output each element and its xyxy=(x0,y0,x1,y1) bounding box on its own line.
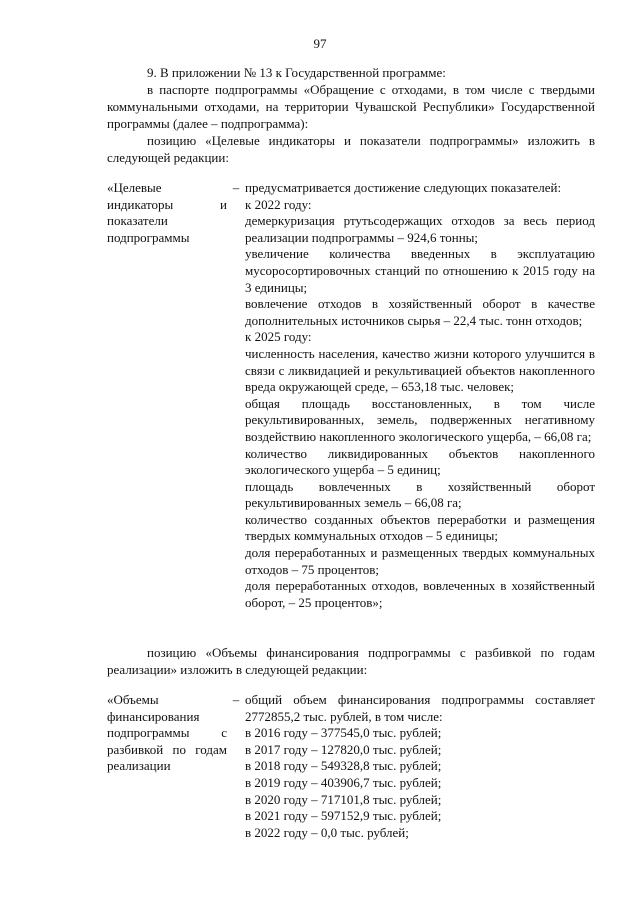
targets-label: «Целевые индикаторы и показатели подпрограммы xyxy=(107,180,227,245)
block2-item: в 2020 году – 717101,8 тыс. рублей; xyxy=(245,791,442,807)
block1-item: предусматривается достижение следующих показателей: xyxy=(245,180,562,195)
page-number: 97 xyxy=(313,36,327,51)
block2-item: в 2022 году – 0,0 тыс. рублей; xyxy=(245,824,409,840)
block2-item: в 2017 году – 127820,0 тыс. рублей; xyxy=(245,741,442,757)
block1-item: общая площадь восстановленных, в том числе рекультивированных, земель, подверженных негативному воздействию накопленного экологического ущерба, – 66,08 га; xyxy=(245,395,595,444)
block1-item: доля переработанных и размещенных твердых коммунальных отходов – 75 процентов; xyxy=(245,545,595,577)
targets-dash: – xyxy=(232,180,240,195)
targets-block xyxy=(107,180,595,611)
financing-label: «Объемы финансирования подпрограммы с разбивкой по годам реализации xyxy=(107,692,227,774)
financing-content xyxy=(245,692,595,841)
block2-item: общий объем финансирования подпрограммы составляет 2772855,2 тыс. рублей, в том числе: xyxy=(245,692,595,724)
block2-item: в 2016 году – 377545,0 тыс. рублей; xyxy=(245,725,442,741)
mid-paragraph xyxy=(107,644,595,678)
financing-block xyxy=(107,692,595,841)
intro-section xyxy=(107,64,595,166)
block1-item: к 2022 году: xyxy=(245,196,312,212)
intro-paragraph-2: в паспорте подпрограммы «Обращение с отходами, в том числе с твердыми коммунальными отходами, на территории Чувашской Республики» Государственной программы (далее – подпрограмма): xyxy=(107,82,595,131)
targets-content xyxy=(245,180,595,611)
block1-item: количество ликвидированных объектов накопленного экологического ущерба – 5 единиц; xyxy=(245,445,595,478)
block1-item: демеркуризация ртутьсодержащих отходов за весь период реализации подпрограммы – 924,6 тонны; xyxy=(245,213,595,245)
block1-item: площадь вовлеченных в хозяйственный оборот рекультивированных земель – 66,08 га; xyxy=(245,478,595,511)
block1-item: к 2025 году: xyxy=(245,329,312,345)
block1-item: численность населения, качество жизни которого улучшится в связи с ликвидацией и рекультивацией объектов накопленного вреда окружающей среде, – 653,18 тыс. человек; xyxy=(245,345,595,395)
block1-item: вовлечение отходов в хозяйственный оборот в качестве дополнительных источников сырья – 22,4 тыс. тонн отходов; xyxy=(245,296,595,328)
intro-paragraph-3: позицию «Целевые индикаторы и показатели подпрограммы» изложить в следующей редакции: xyxy=(107,133,595,165)
block2-item: в 2018 году – 549328,8 тыс. рублей; xyxy=(245,758,442,774)
block1-item: количество созданных объектов переработки и размещения твердых коммунальных отходов – 5 единицы; xyxy=(245,511,595,544)
block2-item: в 2019 году – 403906,7 тыс. рублей; xyxy=(245,774,442,790)
block1-item: доля переработанных отходов, вовлеченных в хозяйственный оборот, – 25 процентов»; xyxy=(245,578,595,610)
mid-text: позицию «Объемы финансирования подпрограммы с разбивкой по годам реализации» изложить в следующей редакции: xyxy=(107,645,595,677)
block1-item: увеличение количества введенных в эксплуатацию мусоросортировочных станций по отношению к 2015 году на 3 единицы; xyxy=(245,246,595,295)
intro-paragraph-1: 9. В приложении № 13 к Государственной программе: xyxy=(147,65,446,80)
block2-item: в 2021 году – 597152,9 тыс. рублей; xyxy=(245,808,442,824)
financing-dash: – xyxy=(232,692,240,707)
